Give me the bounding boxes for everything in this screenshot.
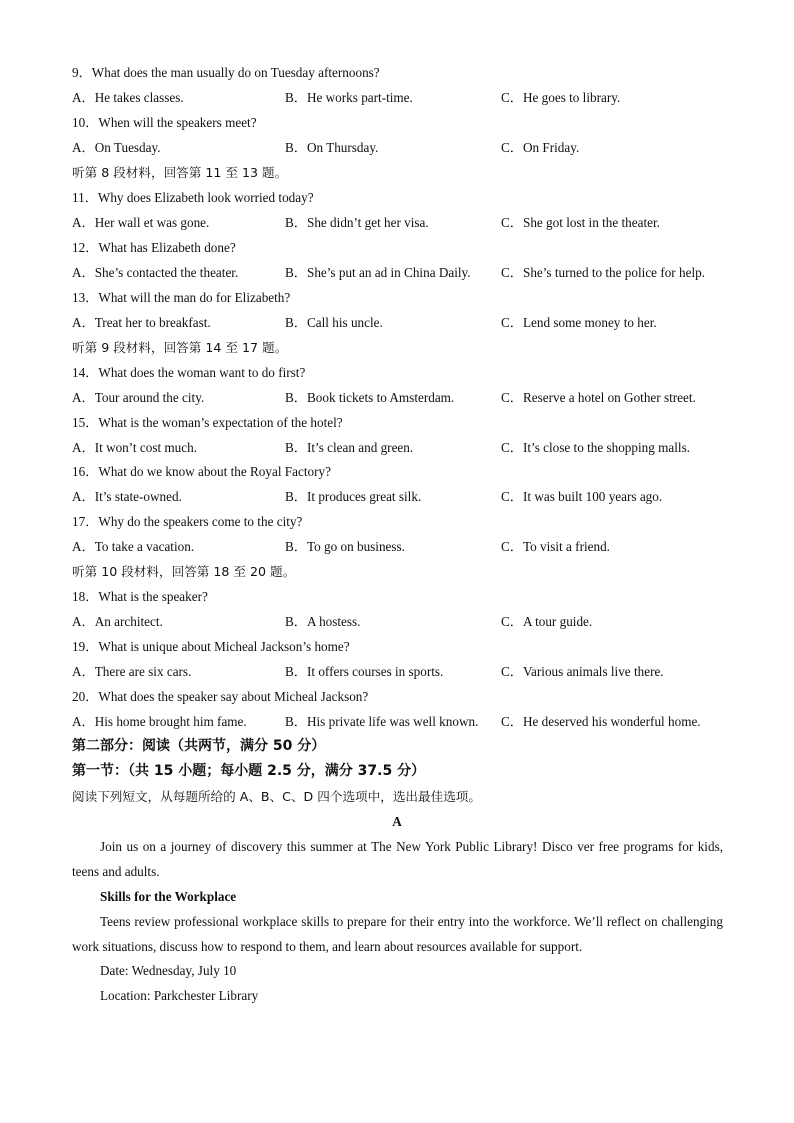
option-c: C．It was built 100 years ago. — [501, 489, 663, 504]
option-a: A．Tour around the city. — [72, 390, 205, 405]
question-19-options — [72, 664, 732, 680]
question-18-options — [72, 614, 732, 630]
reading-section-title: 第一节：（共 15 小题；每小题 2.5 分，满分 37.5 分） — [72, 763, 426, 779]
option-b: B．She’s put an ad in China Daily. — [285, 265, 471, 280]
option-a: A．There are six cars. — [72, 664, 192, 679]
option-c: C．Lend some money to her. — [501, 315, 657, 330]
option-b: B．He works part-time. — [285, 90, 413, 105]
option-b: B．Book tickets to Amsterdam. — [285, 390, 455, 405]
question-12-options — [72, 265, 732, 281]
question-15-options — [72, 440, 732, 456]
question-11-stem: 11．Why does Elizabeth look worried today? — [72, 190, 314, 205]
question-13-options — [72, 315, 732, 331]
option-a: A．An architect. — [72, 614, 163, 629]
option-c: C．It’s close to the shopping malls. — [501, 440, 691, 455]
question-13-stem: 13．What will the man do for Elizabeth? — [72, 290, 291, 305]
passage-heading: Skills for the Workplace — [100, 889, 237, 904]
question-15-stem: 15．What is the woman’s expectation of the hotel? — [72, 415, 343, 430]
question-16-options — [72, 489, 732, 505]
option-b: B．Call his uncle. — [285, 315, 383, 330]
reading-instruction: 阅读下列短文，从每题所给的 A、B、C、D 四个选项中，选出最佳选项。 — [72, 789, 481, 804]
event-date: Date: Wednesday, July 10 — [100, 963, 237, 978]
question-18-stem: 18．What is the speaker? — [72, 589, 208, 604]
question-17-options — [72, 539, 732, 555]
passage-label: A — [392, 814, 402, 829]
question-14-stem: 14．What does the woman want to do first? — [72, 365, 306, 380]
option-a: A．Treat her to breakfast. — [72, 315, 211, 330]
question-20-stem: 20．What does the speaker say about Micheal Jackson? — [72, 689, 369, 704]
question-9-options — [72, 90, 732, 106]
question-14-options — [72, 390, 732, 406]
option-b: B．On Thursday. — [285, 140, 379, 155]
option-c: C．On Friday. — [501, 140, 580, 155]
option-b: B．She didn’t get her visa. — [285, 215, 429, 230]
event-location: Location: Parkchester Library — [100, 988, 259, 1003]
option-c: C．Various animals live there. — [501, 664, 664, 679]
question-12-stem: 12．What has Elizabeth done? — [72, 240, 236, 255]
option-b: B．It produces great silk. — [285, 489, 422, 504]
option-c: C．He deserved his wonderful home. — [501, 714, 701, 729]
option-a: A．On Tuesday. — [72, 140, 161, 155]
option-a: A．It won’t cost much. — [72, 440, 198, 455]
option-c: C．To visit a friend. — [501, 539, 610, 554]
section-8-instruction: 听第 8 段材料，回答第 11 至 13 题。 — [72, 165, 288, 180]
question-9-stem: 9．What does the man usually do on Tuesday afternoons? — [72, 65, 380, 80]
question-20-options — [72, 714, 732, 730]
option-c: C．A tour guide. — [501, 614, 593, 629]
option-a: A．He takes classes. — [72, 90, 184, 105]
option-b: B．His private life was well known. — [285, 714, 479, 729]
option-b: B．A hostess. — [285, 614, 361, 629]
option-a: A．To take a vacation. — [72, 539, 195, 554]
option-b: B．To go on business. — [285, 539, 405, 554]
option-b: B．It’s clean and green. — [285, 440, 414, 455]
option-b: B．It offers courses in sports. — [285, 664, 444, 679]
option-c: C．He goes to library. — [501, 90, 621, 105]
option-a: A．His home brought him fame. — [72, 714, 247, 729]
option-a: A．She’s contacted the theater. — [72, 265, 239, 280]
section-10-instruction: 听第 10 段材料，回答第 18 至 20 题。 — [72, 564, 296, 579]
option-c: C．Reserve a hotel on Gother street. — [501, 390, 696, 405]
question-19-stem: 19．What is unique about Micheal Jackson’s home? — [72, 639, 350, 654]
option-a: A．Her wall et was gone. — [72, 215, 210, 230]
passage-intro: Join us on a journey of discovery this summer at The New York Public Library! Disco ver free programs for kids, teens and adults. — [72, 839, 723, 879]
question-10-options — [72, 140, 732, 156]
option-c: C．She got lost in the theater. — [501, 215, 660, 230]
question-17-stem: 17．Why do the speakers come to the city? — [72, 514, 303, 529]
question-10-stem: 10．When will the speakers meet? — [72, 115, 257, 130]
question-16-stem: 16．What do we know about the Royal Factory? — [72, 464, 331, 479]
question-11-options — [72, 215, 732, 231]
option-a: A．It’s state-owned. — [72, 489, 182, 504]
reading-part-title: 第二部分：阅读（共两节，满分 50 分） — [72, 738, 326, 754]
passage-body: Teens review professional workplace skills to prepare for their entry into the workforce. We’ll reflect on challenging work situations, discuss how to respond to them, and learn about resources available for support. — [72, 914, 723, 954]
option-c: C．She’s turned to the police for help. — [501, 265, 705, 280]
section-9-instruction: 听第 9 段材料，回答第 14 至 17 题。 — [72, 340, 288, 355]
